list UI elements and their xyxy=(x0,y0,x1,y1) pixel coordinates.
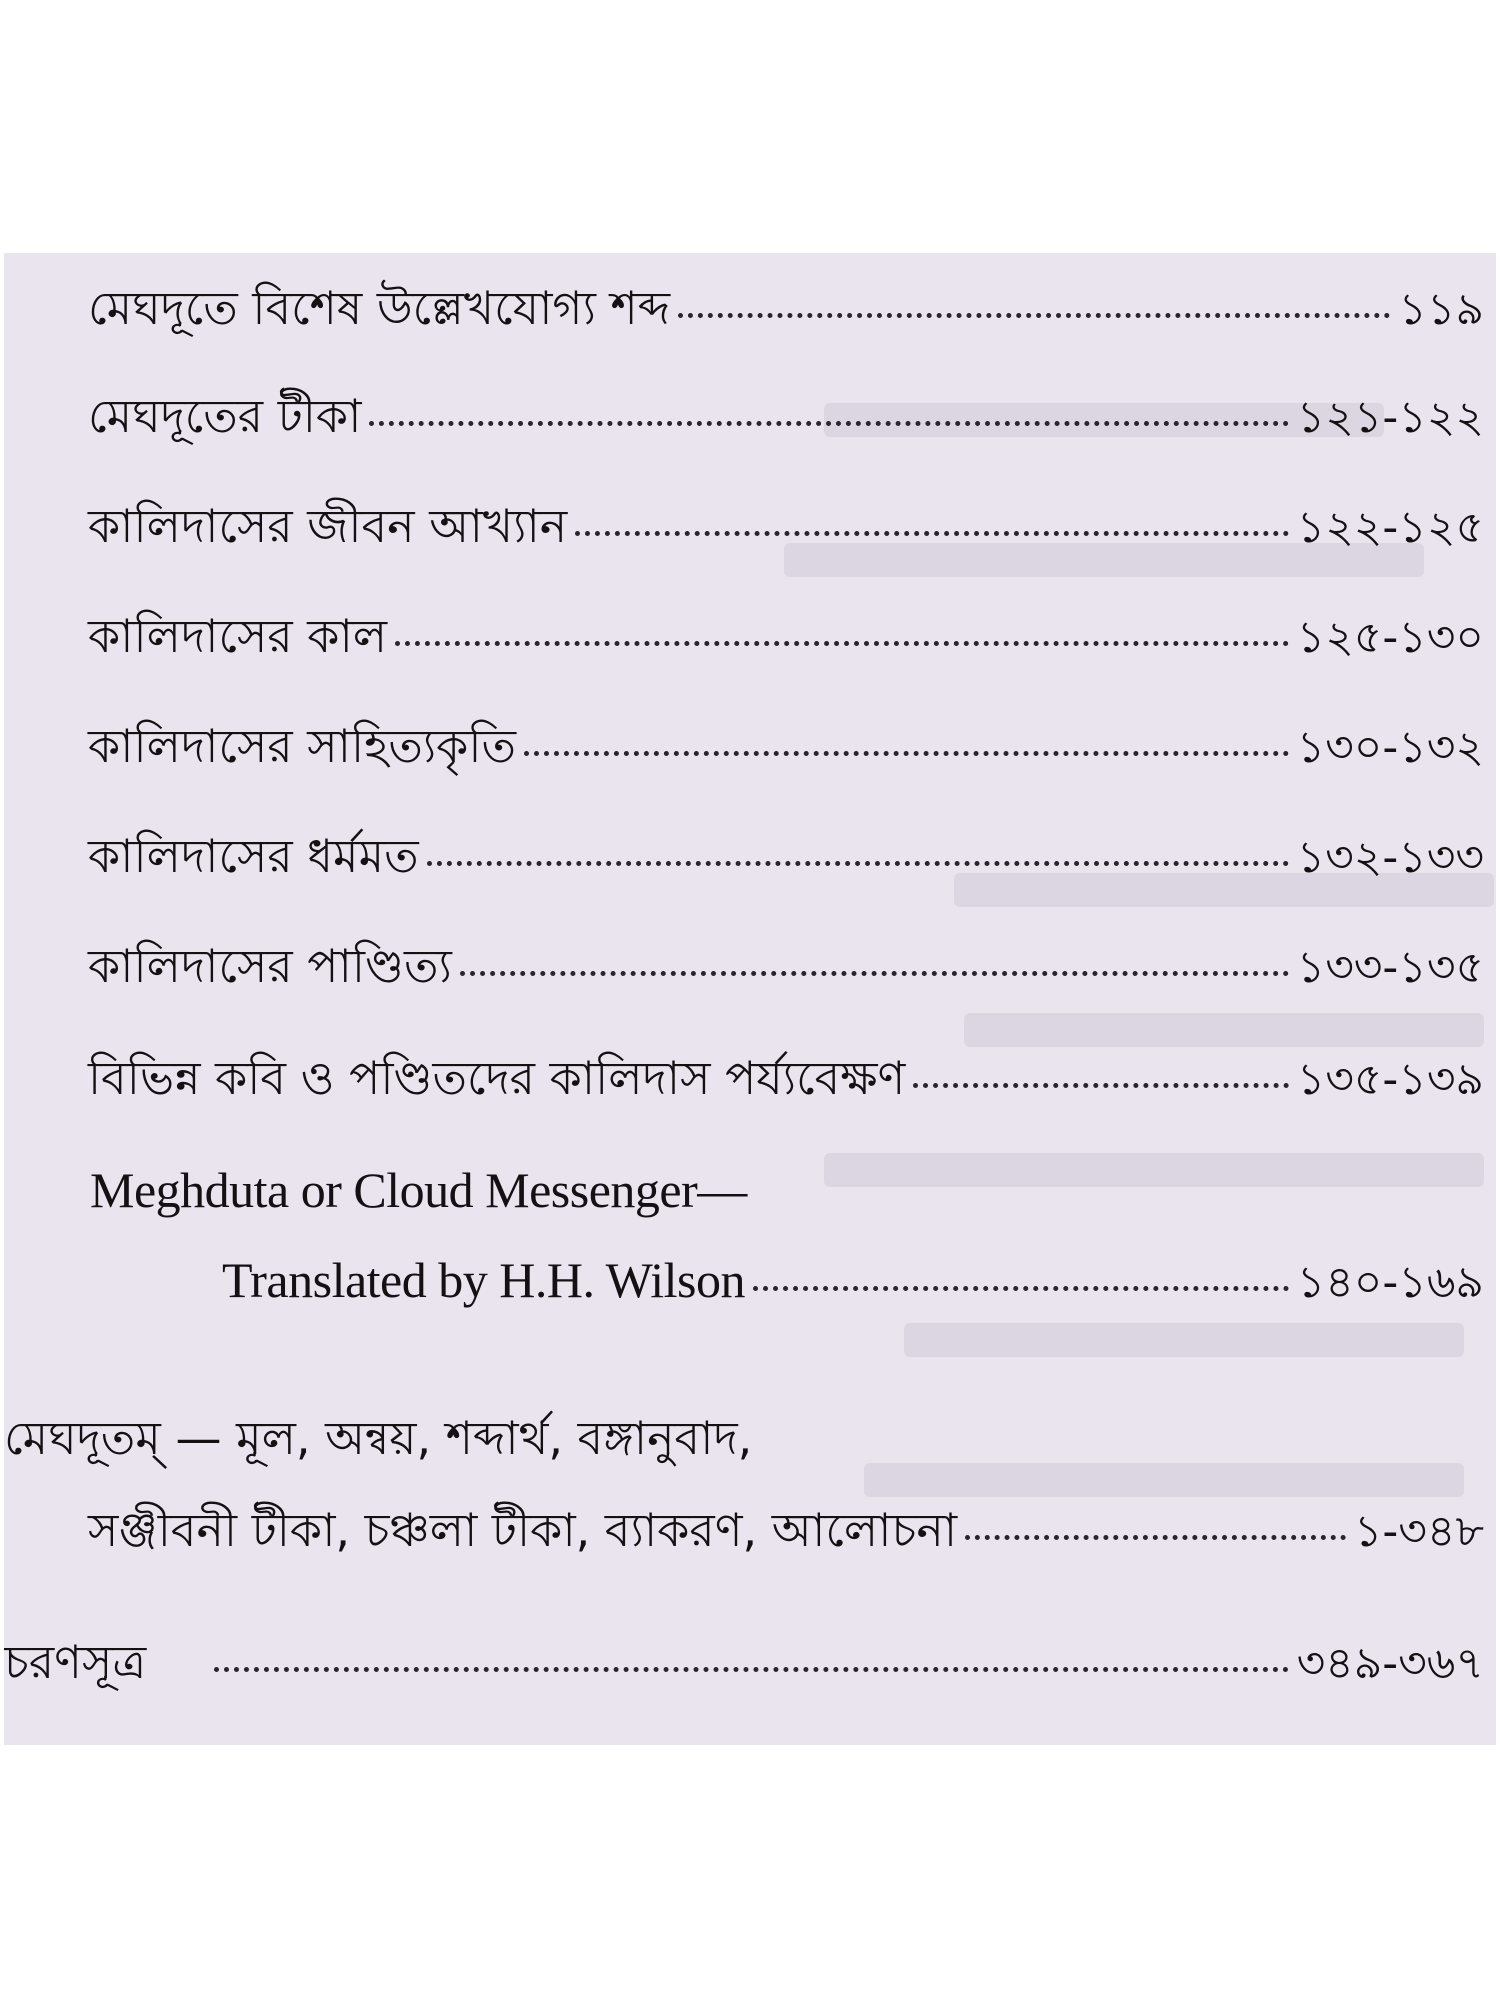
toc-entry-title: কালিদাসের সাহিত্যকৃতি xyxy=(88,719,517,773)
toc-entry-pages: ১৩০-১৩২ xyxy=(1296,722,1484,773)
toc-entry-pages: ৩৪৯-৩৬৭ xyxy=(1296,1638,1484,1689)
meghadutam-heading: মেঘদূতম্ — মূল, অন্বয়, শব্দার্থ, বঙ্গানুবাদ, xyxy=(4,1411,753,1465)
toc-entry-title: বিভিন্ন কবি ও পণ্ডিতদের কালিদাস পর্য্যবেক্ষণ xyxy=(88,1051,906,1105)
dot-leader xyxy=(524,751,1289,756)
translation-heading: Meghduta or Cloud Messenger— xyxy=(90,1162,747,1218)
toc-entry xyxy=(88,283,1484,334)
toc-entry xyxy=(88,391,1484,442)
toc-entry xyxy=(88,1053,1484,1104)
toc-entry-title: চরণসূত্র xyxy=(4,1635,147,1689)
toc-entry xyxy=(88,611,1484,662)
toc-entry-title: কালিদাসের ধর্মমত xyxy=(88,829,419,883)
dot-leader xyxy=(965,1535,1346,1540)
toc-entry xyxy=(88,831,1484,882)
toc-entry-pages: ১-৩৪৮ xyxy=(1353,1506,1484,1557)
toc-entry-title: কালিদাসের পাণ্ডিত্য xyxy=(88,939,452,993)
toc-entry-title: সঞ্জীবনী টীকা, চঞ্চলা টীকা, ব্যাকরণ, আলোচনা xyxy=(88,1503,958,1557)
dot-leader xyxy=(427,861,1289,866)
dot-leader xyxy=(369,421,1288,426)
toc-entry-charanasutra xyxy=(4,1637,1484,1688)
toc-entry-title: কালিদাসের জীবন আখ্যান xyxy=(88,499,568,553)
toc-entry-title: কালিদাসের কাল xyxy=(88,609,388,663)
dot-leader xyxy=(753,1286,1289,1291)
table-of-contents xyxy=(4,253,1496,1745)
dot-leader xyxy=(913,1083,1288,1088)
toc-entry-meghadutam xyxy=(88,1505,1484,1556)
toc-entry-title: মেঘদূতে বিশেষ উল্লেখযোগ্য শব্দ xyxy=(88,281,671,335)
toc-entry-title: Translated by H.H. Wilson xyxy=(222,1252,745,1308)
dot-leader xyxy=(214,1667,1288,1672)
dot-leader xyxy=(678,313,1390,318)
scanned-page xyxy=(4,253,1496,1745)
toc-entry-pages: ১৪০-১৬৯ xyxy=(1296,1257,1484,1308)
dot-leader xyxy=(460,971,1289,976)
toc-entry xyxy=(88,941,1484,992)
toc-entry-pages: ১১৯ xyxy=(1398,284,1484,335)
toc-entry-pages: ১২২-১২৫ xyxy=(1296,502,1484,553)
toc-entry-pages: ১২১-১২২ xyxy=(1296,392,1484,443)
toc-entry xyxy=(88,721,1484,772)
toc-entry-title: মেঘদূতের টীকা xyxy=(88,389,362,443)
toc-entry-translation xyxy=(222,1253,1484,1308)
toc-entry xyxy=(88,501,1484,552)
dot-leader xyxy=(575,531,1288,536)
toc-entry-pages: ১৩২-১৩৩ xyxy=(1296,832,1484,883)
toc-entry-pages: ১৩৩-১৩৫ xyxy=(1296,942,1484,993)
toc-entry-pages: ১৩৫-১৩৯ xyxy=(1296,1054,1484,1105)
toc-entry-pages: ১২৫-১৩০ xyxy=(1296,612,1484,663)
dot-leader xyxy=(395,641,1289,646)
